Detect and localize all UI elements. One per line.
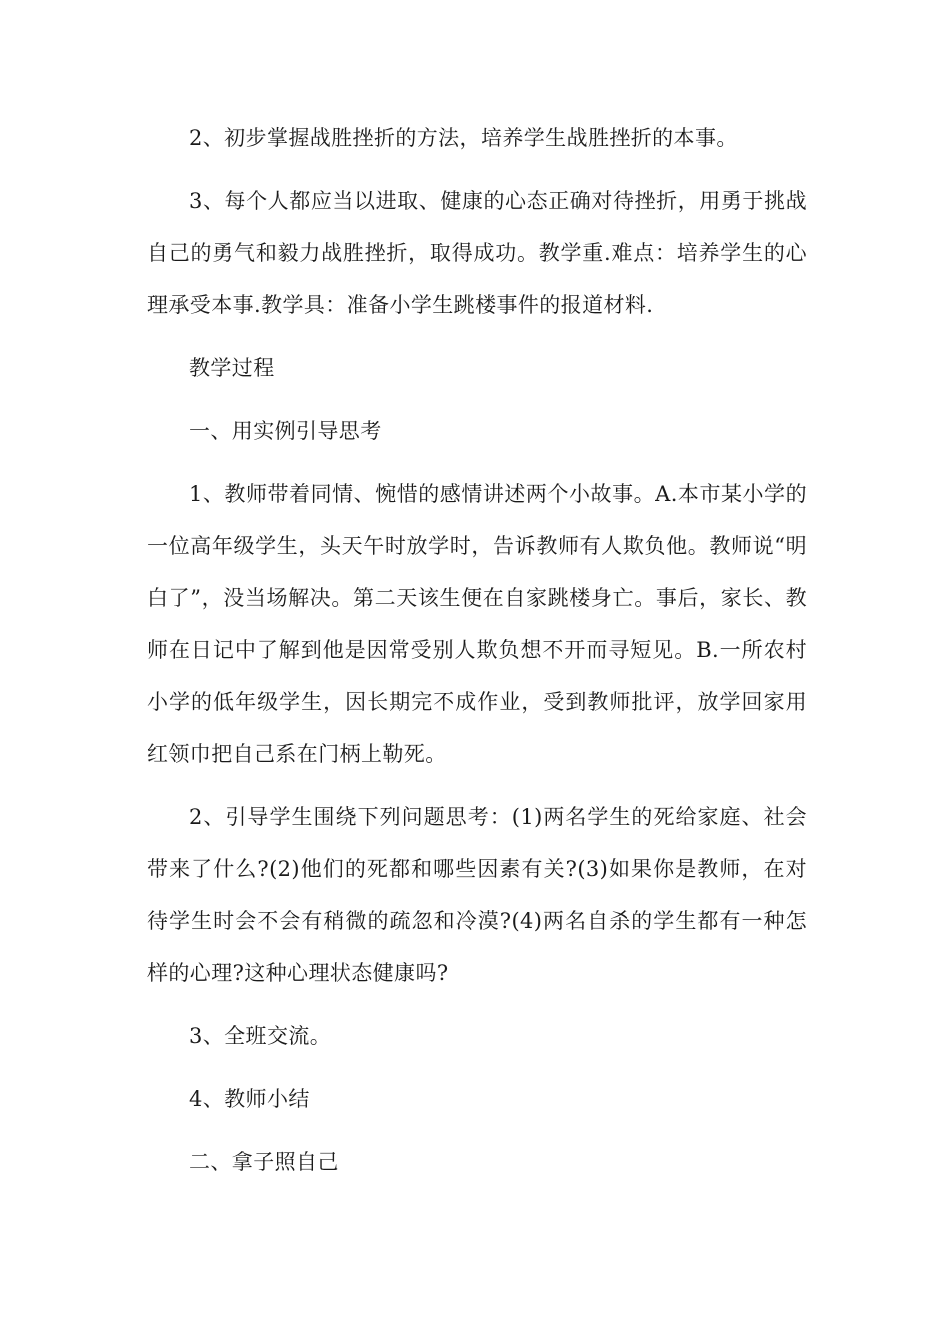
paragraph-step-1: 1、教师带着同情、惋惜的感情讲述两个小故事。A.本市某小学的一位高年级学生，头天午时放学时，告诉教师有人欺负他。教师说“明白了”，没当场解决。第二天该生便在自家跳楼身亡。事后，家长、教师在日记中了解到他是因常受别人欺负想不开而寻短见。B.一所农村小学的低年级学生，因长期完不成作业，受到教师批评，放学回家用红领巾把自己系在门柄上勒死。 bbox=[147, 482, 807, 766]
heading-section-2: 二、拿子照自己 bbox=[189, 1150, 339, 1174]
document-body bbox=[147, 112, 807, 1199]
paragraph-objective-2: 2、初步掌握战胜挫折的方法，培养学生战胜挫折的本事。 bbox=[189, 126, 738, 150]
paragraph-step-4: 4、教师小结 bbox=[189, 1087, 310, 1111]
heading-teaching-process: 教学过程 bbox=[189, 356, 275, 380]
paragraph-step-3: 3、全班交流。 bbox=[189, 1024, 332, 1048]
paragraph-objective-3: 3、每个人都应当以进取、健康的心态正确对待挫折，用勇于挑战自己的勇气和毅力战胜挫折，取得成功。教学重.难点：培养学生的心理承受本事.教学具：准备小学生跳楼事件的报道材料. bbox=[147, 189, 807, 317]
paragraph-step-2: 2、引导学生围绕下列问题思考：(1)两名学生的死给家庭、社会带来了什么?(2)他们的死都和哪些因素有关?(3)如果你是教师，在对待学生时会不会有稍微的疏忽和冷漠?(4)两名自杀的学生都有一种怎样的心理?这种心理状态健康吗? bbox=[147, 805, 807, 985]
heading-section-1: 一、用实例引导思考 bbox=[189, 419, 382, 443]
